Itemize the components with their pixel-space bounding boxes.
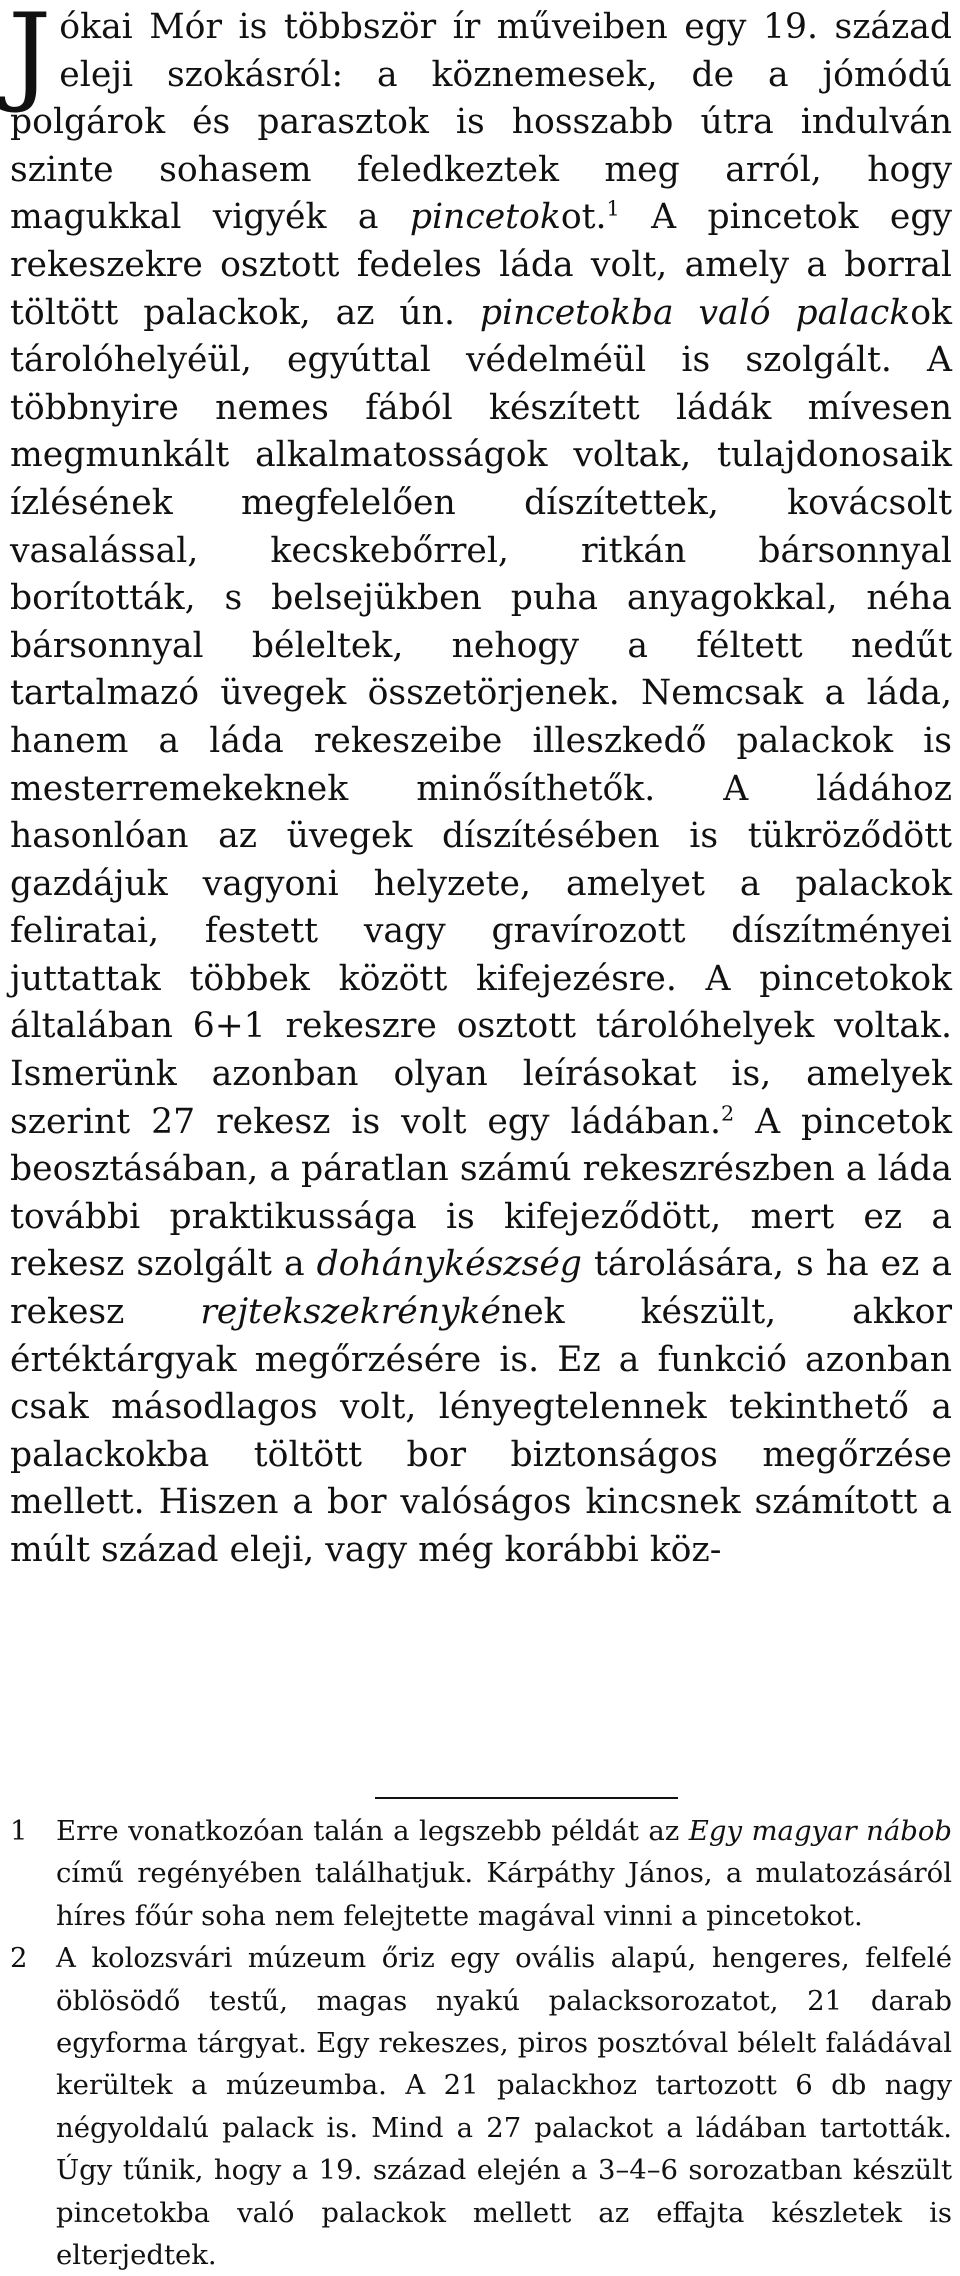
footnote-italic-title: Egy magyar nábob: [688, 1815, 952, 1847]
text-segment: ókai Mór is többször ír műveiben egy 19. század eleji szokásról: a köznemesek, de a jómódú polgárok és parasztok is hosszabb útra indulván szinte sohasem feledkeztek meg arról, hogy magukkal vigyék a: [10, 7, 952, 238]
footnote-number: 1: [10, 1815, 28, 1847]
italic-term-palack: pincetokba való palack: [479, 292, 911, 333]
text-segment: ok tárolóhelyéül, egyúttal védelméül is szolgált. A többnyire nemes fából készített ládák mívesen megmunkált alkalmatosságok voltak, tulajdonosaik ízlésének megfelelően díszítettek, kovácsolt vasalással, kecskebőrrel, ritkán bársonnyal borították, s belsejükben puha anyagokkal, néha bársonnyal béleltek, nehogy a féltett nedűt tartalmazó üvegek összetörjenek. Nemcsak a láda, hanem a láda rekeszeibe illeszkedő palackok is mesterremekeknek minősíthetők. A ládához hasonlóan az üvegek díszítésében is tükröződött gazdájuk vagyoni helyzete, amelyet a palackok feliratai, festett vagy gravírozott díszítményei juttattak többek között kifejezésre. A pincetokok általában 6+1 rekeszre osztott tárolóhelyek voltak. Ismerünk azonban olyan leírásokat is, amelyek szerint 27 rekesz is volt egy ládában.: [10, 292, 952, 1142]
italic-term-rejtekszekreny: rejtekszekrényké: [200, 1292, 501, 1333]
footnote-2: [10, 1937, 952, 2276]
footnote-text: [56, 1810, 952, 1937]
footnote-ref-2[interactable]: 2: [720, 1101, 735, 1126]
text-segment: A pincetok egy rekeszekre osztott fedeles láda volt, amely a borral töltött palackok, az ún.: [10, 197, 952, 333]
footnote-text: A kolozsvári múzeum őriz egy ovális alapú, hengeres, felfelé öblösödő testű, magas nyakú palacksorozatot, 21 darab egyforma tárgyat. Egy rekeszes, piros posztóval bélelt faládával kerültek a múzeumba. A 21 palackhoz tartozott 6 db nagy négyoldalú palack is. Mind a 27 palackot a ládában tartották. Úgy tűnik, hogy a 19. század elején a 3–4–6 sorozatban készült pincetokba való palackok mellett az effajta készletek is elterjedtek.: [56, 1942, 952, 2272]
footnote-divider: [375, 1797, 678, 1799]
footnote-number: 2: [10, 1942, 28, 1975]
text-segment: ot.: [560, 197, 607, 238]
footnote-1: [10, 1810, 952, 1937]
page: [8, 0, 952, 1575]
italic-term-pincetok: pincetok: [409, 197, 561, 238]
footnote-ref-1[interactable]: 1: [606, 196, 620, 221]
main-paragraph: [8, 0, 952, 1575]
text-segment: tárolására, s ha ez a rekesz: [10, 1244, 952, 1333]
text-segment: A pincetok beosztásában, a páratlan számú rekeszrészben a láda további praktikussága is kifejeződött, mert ez a rekesz szolgált a: [10, 1101, 952, 1285]
italic-term-dohanykeszseg: dohánykészség: [316, 1244, 582, 1285]
footnotes: [10, 1810, 952, 2276]
footnote-text-segment: című regényében találhatjuk. Kárpáthy János, a mulatozásáról híres főúr soha nem felejtette magával vinni a pincetokot.: [56, 1857, 952, 1932]
footnote-text-segment: Erre vonatkozóan talán a legszebb példát az: [56, 1815, 689, 1847]
drop-cap: J: [8, 0, 52, 116]
text-segment: nek készült, akkor értéktárgyak megőrzésére is. Ez a funkció azonban csak másodlagos volt, lényegtelennek tekinthető a palackokba töltött bor biztonságos megőrzése mellett. Hiszen a bor valóságos kincsnek számított a múlt század eleji, vagy még korábbi köz-: [10, 1292, 952, 1570]
